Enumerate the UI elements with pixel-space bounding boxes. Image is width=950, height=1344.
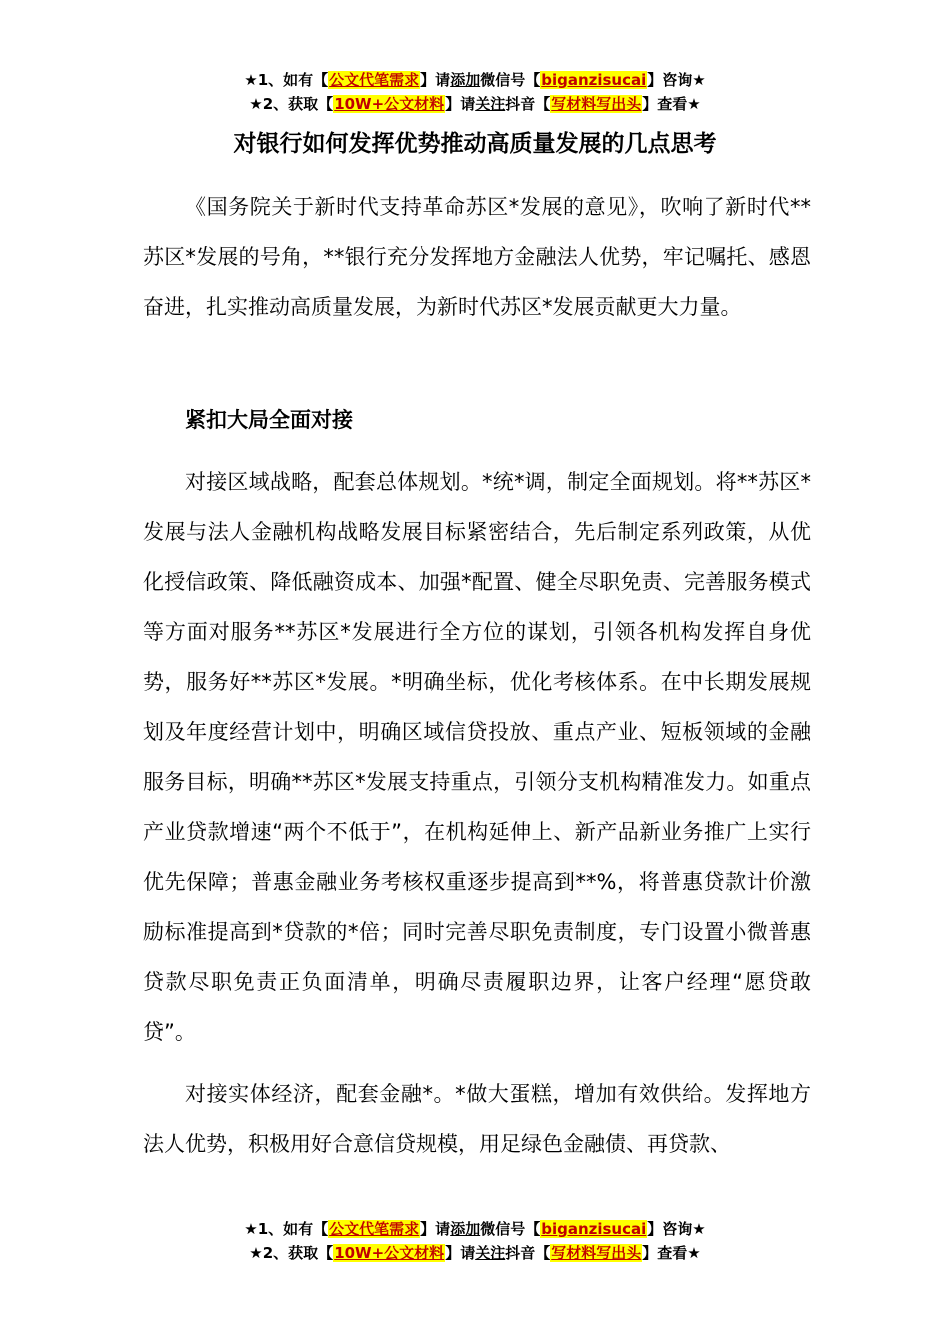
banner-text: 】查看★ [642,1244,701,1262]
body-section-2 [143,457,811,1057]
banner-line-1 [0,1217,950,1241]
banner-text: 抖音【 [505,95,551,113]
banner-line-2 [0,92,950,116]
banner-text: 】咨询★ [647,1220,706,1238]
banner-text: ★2、获取【 [249,95,334,113]
banner-text: 】请 [420,71,451,89]
banner-highlight: 写材料写出头 [551,1244,642,1262]
banner-highlight: 10W+公文材料 [334,1244,445,1262]
section-heading [143,395,811,445]
banner-text: 】查看★ [642,95,701,113]
banner-text: 】请 [420,1220,451,1238]
paragraph: 《国务院关于新时代支持革命苏区*发展的意见》，吹响了新时代**苏区*发展的号角，**银行充分发挥地方金融法人优势，牢记嘱托、感恩奋进，扎实推动高质量发展，为新时代苏区*发展贡献更大力量。 [143,195,811,319]
body-section-3 [143,1069,811,1169]
body-section-1 [143,182,811,332]
banner-underline: 添加 [450,1220,481,1238]
header-banner [0,68,950,116]
banner-highlight: 公文代笔需求 [329,1220,420,1238]
banner-text: ★1、如有【 [244,71,329,89]
document-title: 对银行如何发挥优势推动高质量发展的几点思考 [233,131,717,157]
banner-text: ★2、获取【 [249,1244,334,1262]
footer-banner [0,1217,950,1265]
banner-line-1 [0,68,950,92]
banner-highlight: 写材料写出头 [551,95,642,113]
banner-underline: 关注 [475,1244,506,1262]
banner-highlight: biganzisucai [541,71,647,89]
banner-highlight: 公文代笔需求 [329,71,420,89]
paragraph: 对接实体经济，配套金融*。*做大蛋糕，增加有效供给。发挥地方法人优势，积极用好合意信贷规模，用足绿色金融债、再贷款、 [143,1082,811,1156]
banner-text: 】请 [445,95,476,113]
banner-text: 】咨询★ [647,71,706,89]
banner-text: 微信号【 [480,1220,541,1238]
banner-underline: 添加 [450,71,481,89]
banner-text: 】请 [445,1244,476,1262]
banner-text: 微信号【 [480,71,541,89]
paragraph: 对接区域战略，配套总体规划。*统*调，制定全面规划。将**苏区*发展与法人金融机构战略发展目标紧密结合，先后制定系列政策，从优化授信政策、降低融资成本、加强*配置、健全尽职免责、完善服务模式等方面对服务**苏区*发展进行全方位的谋划，引领各机构发挥自身优势，服务好**苏区*发展。*明确坐标，优化考核体系。在中长期发展规划及年度经营计划中，明确区域信贷投放、重点产业、短板领域的金融服务目标，明确**苏区*发展支持重点，引领分支机构精准发力。如重点产业贷款增速“两个不低于”，在机构延伸上、新产品新业务推广上实行优先保障；普惠金融业务考核权重逐步提高到**%，将普惠贷款计价激励标准提高到*贷款的*倍；同时完善尽职免责制度，专门设置小微普惠贷款尽职免责正负面清单，明确尽责履职边界，让客户经理“愿贷敢贷”。 [143,470,811,1044]
heading-text: 紧扣大局全面对接 [185,408,353,432]
banner-highlight: 10W+公文材料 [334,95,445,113]
banner-underline: 关注 [475,95,506,113]
banner-highlight: biganzisucai [541,1220,647,1238]
banner-text: ★1、如有【 [244,1220,329,1238]
banner-line-2 [0,1241,950,1265]
banner-text: 抖音【 [505,1244,551,1262]
